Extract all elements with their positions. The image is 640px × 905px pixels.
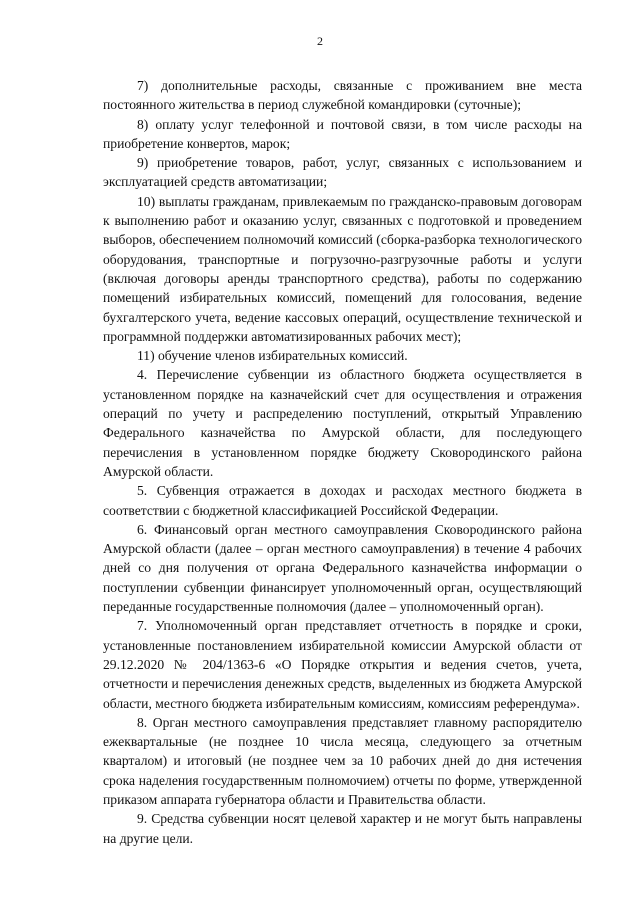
paragraph-item-9: 9) приобретение товаров, работ, услуг, связанных с использованием и эксплуатацией средств автоматизации; — [103, 155, 582, 190]
paragraph-clause-9: 9. Средства субвенции носят целевой характер и не могут быть направлены на другие цели. — [103, 811, 582, 846]
paragraph-clause-6: 6. Финансовый орган местного самоуправления Сковородинского района Амурской области (далее – орган местного самоуправления) в течение 4 рабочих дней со дня получения от органа Федерального казначейства информации о поступлении субвенции финансирует уполномоченный орган, осуществляющий переданные государственные полномочия (далее – уполномоченный орган). — [103, 521, 582, 615]
paragraph-item-8: 8) оплату услуг телефонной и почтовой связи, в том числе расходы на приобретение конвертов, марок; — [103, 116, 582, 151]
paragraph-clause-4: 4. Перечисление субвенции из областного бюджета осуществляется в установленном порядке на казначейский счет для осуществления и отражения операций по учету и распределению поступлений, открытый Управлению Федерального казначейства по Амурской области, для последующего перечисления в установленном порядке бюджету Сковородинского района Амурской области. — [103, 367, 582, 479]
paragraph-clause-8: 8. Орган местного самоуправления представляет главному распорядителю ежеквартальные (не позднее 10 числа месяца, следующего за отчетным кварталом) и итоговый (не позднее чем за 10 рабочих дней до дня истечения срока наделения государственным полномочием) отчеты по форме, утвержденной приказом аппарата губернатора области и Правительства области. — [103, 714, 582, 807]
document-body — [103, 76, 582, 848]
paragraph-item-11: 11) обучение членов избирательных комиссий. — [137, 348, 408, 364]
paragraph-item-7: 7) дополнительные расходы, связанные с проживанием вне места постоянного жительства в период служебной командировки (суточные); — [103, 78, 582, 113]
paragraph-clause-5: 5. Субвенция отражается в доходах и расходах местного бюджета в соответствии с бюджетной классификацией Российской Федерации. — [103, 483, 582, 518]
paragraph-item-10: 10) выплаты гражданам, привлекаемым по гражданско-правовым договорам к выполнению работ и оказанию услуг, связанных с подготовкой и проведением выборов, обеспечением полномочий комиссий (сборка-разборка технологического оборудования, транспортные и погрузочно-разгрузочные работы и услуги (включая договоры аренды транспортного средства), работы по содержанию помещений избирательных комиссий, помещений для голосования, ведение бухгалтерского учета, ведение кассовых операций, осуществление технической и программной поддержки автоматизированных рабочих мест); — [103, 193, 582, 344]
paragraph-clause-7: 7. Уполномоченный орган представляет отчетность в порядке и сроки, установленные постановлением избирательной комиссии Амурской области от 29.12.2020 № 204/1363-6 «О Порядке открытия и ведения счетов, учета, отчетности и перечисления денежных средств, выделенных из бюджета Амурской области, местного бюджета избирательным комиссиям, комиссиям референдума». — [103, 618, 582, 711]
page-number: 2 — [317, 34, 323, 48]
